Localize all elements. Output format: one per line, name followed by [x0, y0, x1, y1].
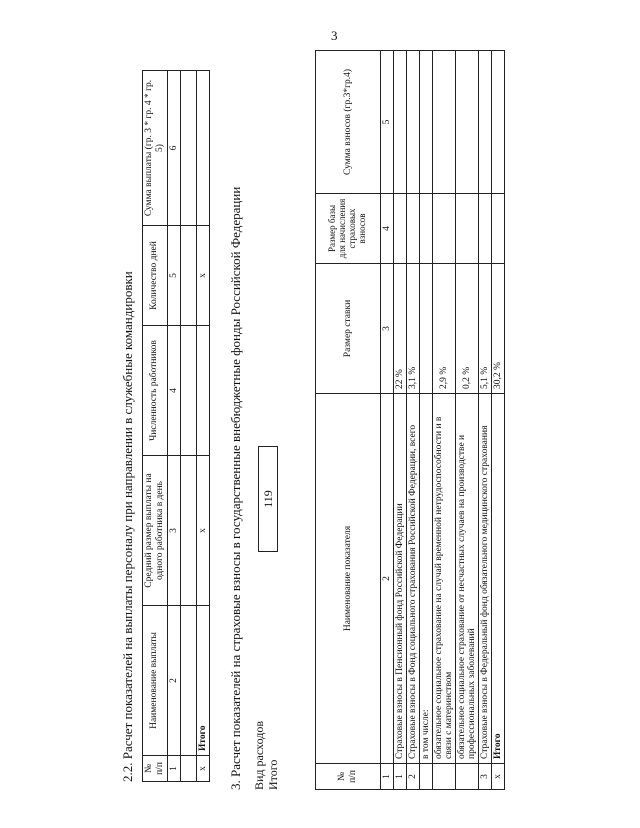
- row-name: Страховые взносы в Пенсионный фонд Российской Федерации: [394, 394, 407, 764]
- cell: [196, 71, 209, 226]
- column-number: 2: [381, 394, 394, 764]
- table-row: [433, 51, 456, 790]
- table-row: [420, 51, 433, 790]
- header-cell: № п/п: [143, 756, 168, 782]
- table-header-row: [316, 51, 381, 790]
- row-rate: 2,9 %: [433, 264, 456, 394]
- rotated-page-content: [120, 50, 620, 790]
- header-cell: Сумма выплаты (гр. 3 * гр. 4 * гр. 5): [143, 71, 168, 226]
- section-3-title: 3. Расчет показателей на страховые взносы в государственные внебюджетные фонды Российской Федерации: [228, 186, 243, 790]
- table-row: [456, 51, 479, 790]
- row-rate: 3,1 %: [407, 264, 420, 394]
- total-row: [196, 71, 209, 782]
- row-rate: 22 %: [394, 264, 407, 394]
- table-row: [407, 51, 420, 790]
- row-rate: [420, 264, 433, 394]
- row-name: обязательное социальное страхование от несчастных случаев на производстве и профессиональных заболеваний: [456, 394, 479, 764]
- header-cell: Размер базы для начисления страховых взносов: [316, 194, 381, 264]
- expense-code-box: 119: [258, 446, 278, 552]
- row-number: 1: [394, 764, 407, 790]
- column-number: 5: [167, 226, 180, 326]
- row-number: [456, 764, 479, 790]
- expense-block: [252, 721, 280, 790]
- row-number: 3: [479, 764, 492, 790]
- table-row: [394, 51, 407, 790]
- column-number: 4: [381, 194, 394, 264]
- cell: x: [196, 456, 209, 606]
- row-name: обязательное социальное страхование на случай временной нетрудоспособности и в связи с материнством: [433, 394, 456, 764]
- row-number: [433, 764, 456, 790]
- total-label: Итого: [196, 606, 209, 756]
- page-number: 3: [331, 28, 338, 43]
- table-header-row: [143, 71, 168, 782]
- insurance-table: [315, 50, 505, 790]
- column-number: 2: [167, 606, 180, 756]
- section-2-2-title: 2.2. Расчет показателей на выплаты персоналу при направлении в служебные командировки: [120, 271, 135, 782]
- table-row: [479, 51, 492, 790]
- row-name: в том числе:: [420, 394, 433, 764]
- column-number: 1: [381, 764, 394, 790]
- column-number: 5: [381, 51, 394, 194]
- header-cell: Наименование выплаты: [143, 606, 168, 756]
- row-rate: 5,1 %: [479, 264, 492, 394]
- column-number-row: [167, 71, 180, 782]
- column-number: 1: [167, 756, 180, 782]
- column-number-row: [381, 51, 394, 790]
- business-trip-table: [142, 70, 210, 782]
- column-number: 6: [167, 71, 180, 226]
- header-cell: Средний размер выплаты на одного работника в день: [143, 456, 168, 606]
- header-cell: Количество дней: [143, 226, 168, 326]
- row-number: [420, 764, 433, 790]
- total-row: [492, 51, 505, 790]
- header-cell: Сумма взносов (гр.3*гр.4): [316, 51, 381, 194]
- column-number: 4: [167, 326, 180, 456]
- row-number: x: [492, 764, 505, 790]
- total-label: Итого: [492, 394, 505, 764]
- row-name: Страховые взносы в Федеральный фонд обязательного медицинского страхования: [479, 394, 492, 764]
- empty-row: [180, 71, 196, 782]
- header-cell: Численность работников: [143, 326, 168, 456]
- expense-total-label: Итого: [266, 759, 280, 790]
- row-name: Страховые взносы в Фонд социального страхования Российской Федерации, всего: [407, 394, 420, 764]
- cell: x: [196, 756, 209, 782]
- column-number: 3: [381, 264, 394, 394]
- row-rate: 30,2 %: [492, 264, 505, 394]
- header-cell: Размер ставки: [316, 264, 381, 394]
- row-rate: 0,2 %: [456, 264, 479, 394]
- cell: x: [196, 226, 209, 326]
- column-number: 3: [167, 456, 180, 606]
- header-cell: № п/п: [316, 764, 381, 790]
- expense-label: Вид расходов: [252, 721, 266, 790]
- header-cell: Наименование показателя: [316, 394, 381, 764]
- row-number: 2: [407, 764, 420, 790]
- cell: [196, 326, 209, 456]
